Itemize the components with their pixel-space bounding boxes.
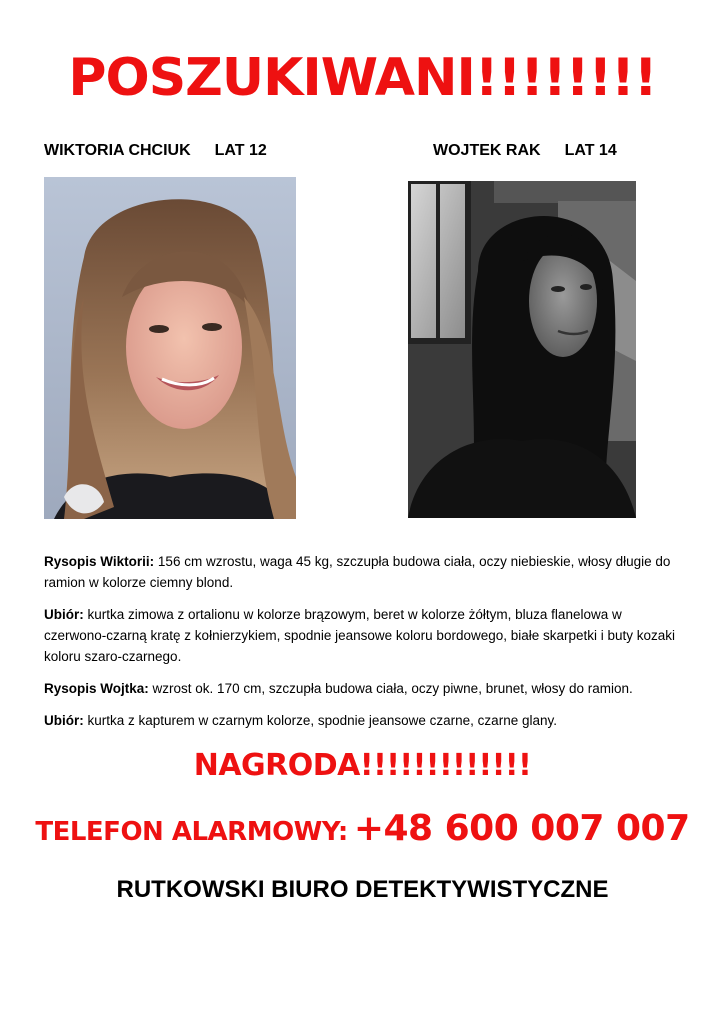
- description-label: Ubiór:: [44, 607, 84, 622]
- photo-wojtek: [408, 181, 636, 518]
- person-label-wojtek: [433, 142, 617, 160]
- description-text: kurtka zimowa z ortalionu w kolorze brązowym, beret w kolorze żółtym, bluza flanelowa w czerwono-czarną kratę z kołnierzykiem, spodnie jeansowe koloru bordowego, białe skarpetki i buty kozaki koloru szaro-czarnego.: [44, 607, 676, 664]
- reward-banner: NAGRODA!!!!!!!!!!!!!: [193, 748, 532, 783]
- phone-banner: [0, 808, 725, 849]
- photo-wiktoria: [44, 177, 296, 519]
- description-text: 156 cm wzrostu, waga 45 kg, szczupła budowa ciała, oczy niebieskie, włosy długie do ramion w kolorze ciemny blond.: [44, 554, 671, 590]
- description-text: wzrost ok. 170 cm, szczupła budowa ciała, oczy piwne, brunet, włosy do ramion.: [152, 681, 633, 696]
- description-wiktoria: [44, 551, 684, 593]
- description-text: kurtka z kapturem w czarnym kolorze, spodnie jeansowe czarne, czarne glany.: [87, 713, 557, 728]
- clothing-wiktoria: [44, 604, 684, 667]
- clothing-wojtek: [44, 710, 684, 731]
- phone-label: TELEFON ALARMOWY:: [35, 817, 348, 847]
- description-wojtek: [44, 678, 684, 699]
- agency-name: RUTKOWSKI BIURO DETEKTYWISTYCZNE: [116, 876, 609, 903]
- description-label: Ubiór:: [44, 713, 84, 728]
- person-label-wiktoria: [44, 142, 267, 160]
- page-title: POSZUKIWANI!!!!!!!!: [68, 48, 657, 108]
- person-age: LAT 12: [214, 142, 267, 159]
- person-name: WOJTEK RAK: [433, 142, 541, 159]
- person-age: LAT 14: [564, 142, 617, 159]
- description-label: Rysopis Wojtka:: [44, 681, 149, 696]
- phone-number: +48 600 007 007: [353, 808, 690, 849]
- person-name: WIKTORIA CHCIUK: [44, 142, 191, 159]
- description-label: Rysopis Wiktorii:: [44, 554, 155, 569]
